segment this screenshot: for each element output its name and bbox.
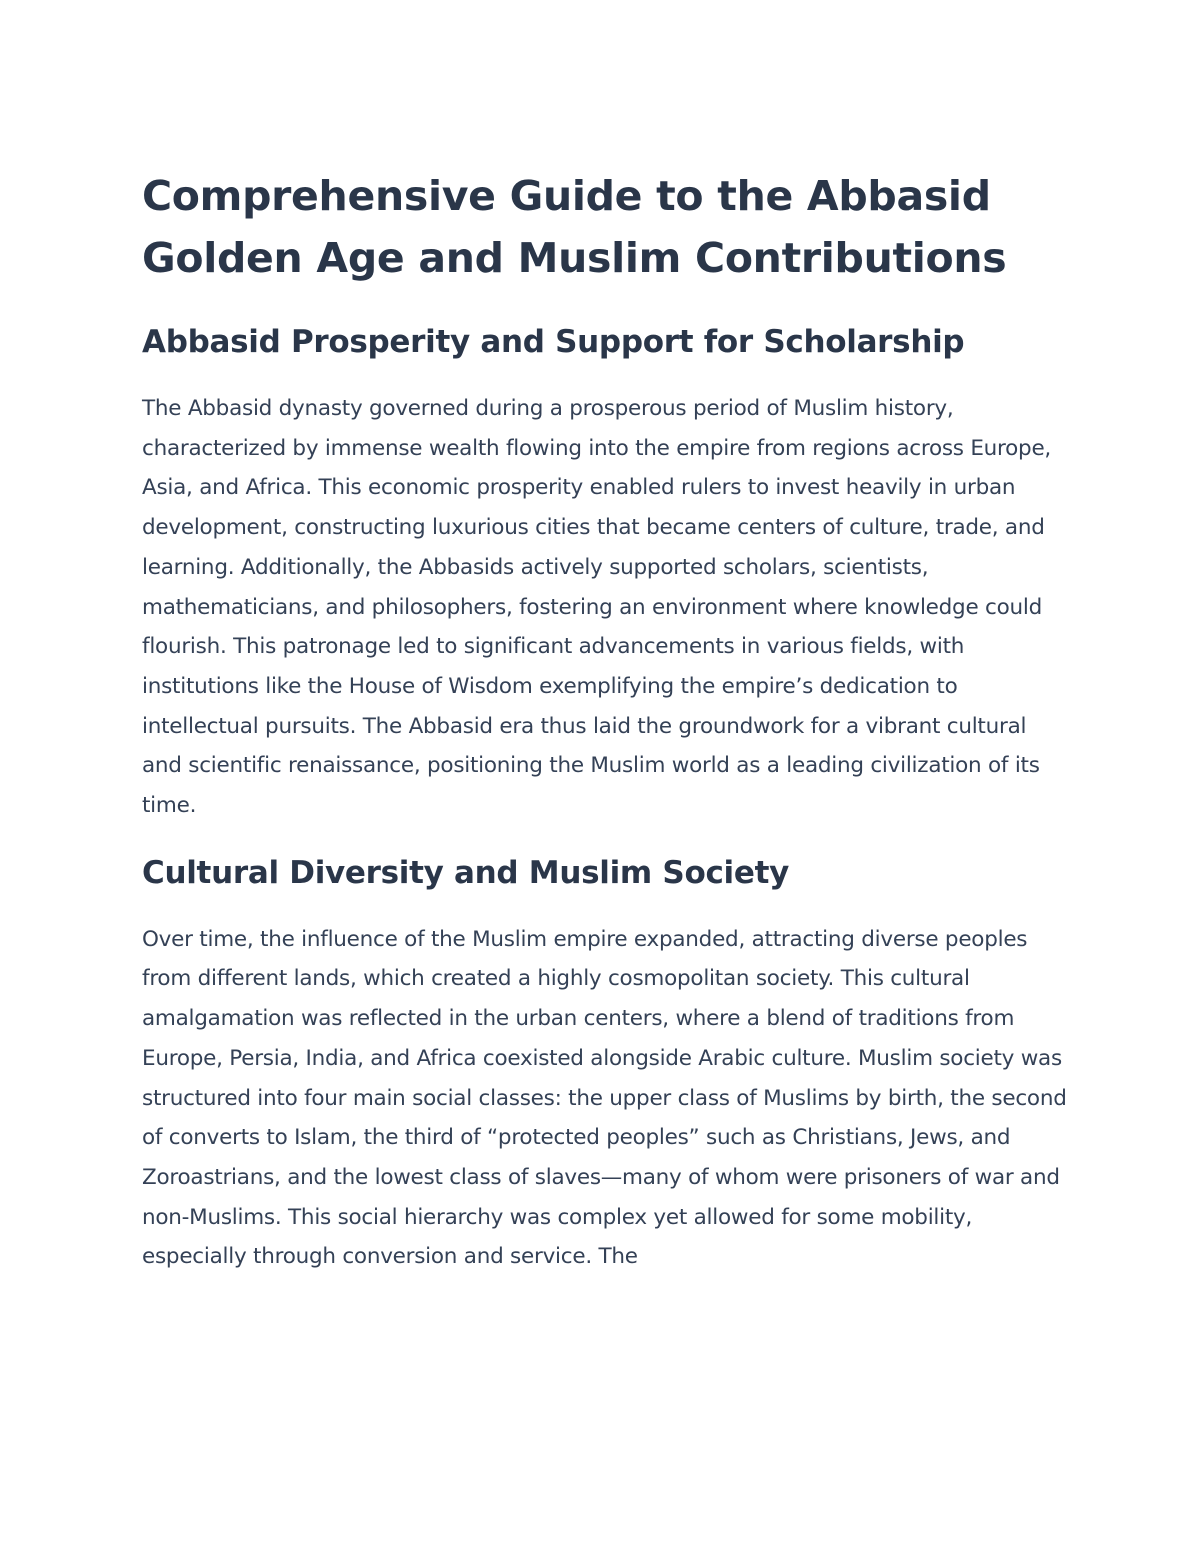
section-heading: Cultural Diversity and Muslim Society xyxy=(142,854,789,891)
section-abbasid-prosperity xyxy=(142,322,1072,826)
document-title: Comprehensive Guide to the Abbasid Golden Age and Muslim Contributions xyxy=(142,172,1007,282)
section-cultural-diversity xyxy=(142,853,1072,1277)
section-paragraph: Over time, the influence of the Muslim empire expanded, attracting diverse peoples from different lands, which created a highly cosmopolitan society. This cultural amalgamation was reflected in the urban centers, where a blend of traditions from Europe, Persia, India, and Africa coexisted alongside Arabic culture. Muslim society was structured into four main social classes: the upper class of Muslims by birth, the second of converts to Islam, the third of “protected peoples” such as Christians, Jews, and Zoroastrians, and the lowest class of slaves—many of whom were prisoners of war and non-Muslims. This social hierarchy was complex yet allowed for some mobility, especially through conversion and service. The xyxy=(142,926,1067,1270)
document-page xyxy=(142,165,1072,1277)
section-paragraph: The Abbasid dynasty governed during a prosperous period of Muslim history, characterized by immense wealth flowing into the empire from regions across Europe, Asia, and Africa. This economic prosperity enabled rulers to invest heavily in urban development, constructing luxurious cities that became centers of culture, trade, and learning. Additionally, the Abbasids actively supported scholars, scientists, mathematicians, and philosophers, fostering an environment where knowledge could flourish. This patronage led to significant advancements in various fields, with institutions like the House of Wisdom exemplifying the empire’s dedication to intellectual pursuits. The Abbasid era thus laid the groundwork for a vibrant cultural and scientific renaissance, positioning the Muslim world as a leading civilization of its time. xyxy=(142,396,1052,819)
section-heading: Abbasid Prosperity and Support for Scholarship xyxy=(142,324,965,360)
